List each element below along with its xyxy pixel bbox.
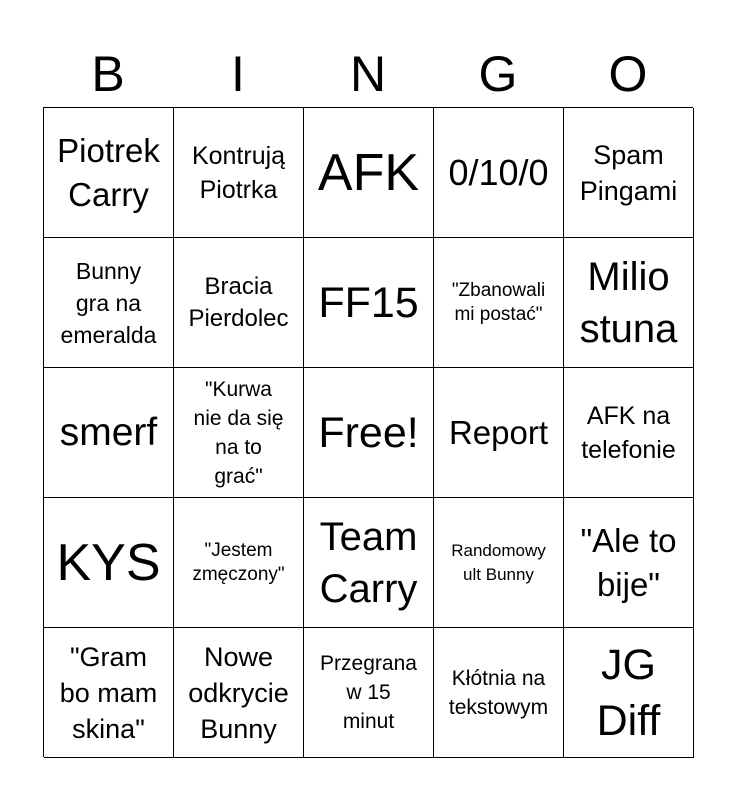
bingo-cell[interactable]: Kontrują Piotrka (174, 108, 304, 238)
bingo-cell[interactable]: Report (434, 368, 564, 498)
bingo-cell[interactable]: Milio stuna (564, 238, 694, 368)
bingo-board (43, 107, 693, 757)
bingo-cell[interactable]: "Kurwa nie da się na to grać" (174, 368, 304, 498)
bingo-cell[interactable]: smerf (44, 368, 174, 498)
bingo-cell[interactable]: "Gram bo mam skina" (44, 628, 174, 758)
bingo-cell[interactable]: Przegrana w 15 minut (304, 628, 434, 758)
bingo-cell[interactable]: Bracia Pierdolec (174, 238, 304, 368)
header-letter-i: I (231, 46, 245, 102)
bingo-cell[interactable]: Spam Pingami (564, 108, 694, 238)
header-letter-b: B (91, 46, 125, 102)
bingo-cell[interactable]: Kłótnia na tekstowym (434, 628, 564, 758)
bingo-cell[interactable]: JG Diff (564, 628, 694, 758)
bingo-cell[interactable]: "Zbanowali mi postać" (434, 238, 564, 368)
bingo-header (43, 44, 693, 104)
bingo-cell[interactable]: FF15 (304, 238, 434, 368)
header-letter-g: G (478, 46, 518, 102)
header-letter-n: N (349, 46, 387, 102)
bingo-cell[interactable]: "Ale to bije" (564, 498, 694, 628)
bingo-cell[interactable]: Team Carry (304, 498, 434, 628)
bingo-cell[interactable]: Randomowy ult Bunny (434, 498, 564, 628)
bingo-cell[interactable]: 0/10/0 (434, 108, 564, 238)
bingo-cell[interactable]: Piotrek Carry (44, 108, 174, 238)
bingo-cell[interactable]: KYS (44, 498, 174, 628)
header-letter-o: O (608, 46, 648, 102)
bingo-cell[interactable]: "Jestem zmęczony" (174, 498, 304, 628)
bingo-cell[interactable]: Nowe odkrycie Bunny (174, 628, 304, 758)
bingo-cell[interactable]: Bunny gra na emeralda (44, 238, 174, 368)
bingo-cell[interactable]: AFK (304, 108, 434, 238)
bingo-cell[interactable]: AFK na telefonie (564, 368, 694, 498)
bingo-cell free-space[interactable]: Free! (304, 368, 434, 498)
